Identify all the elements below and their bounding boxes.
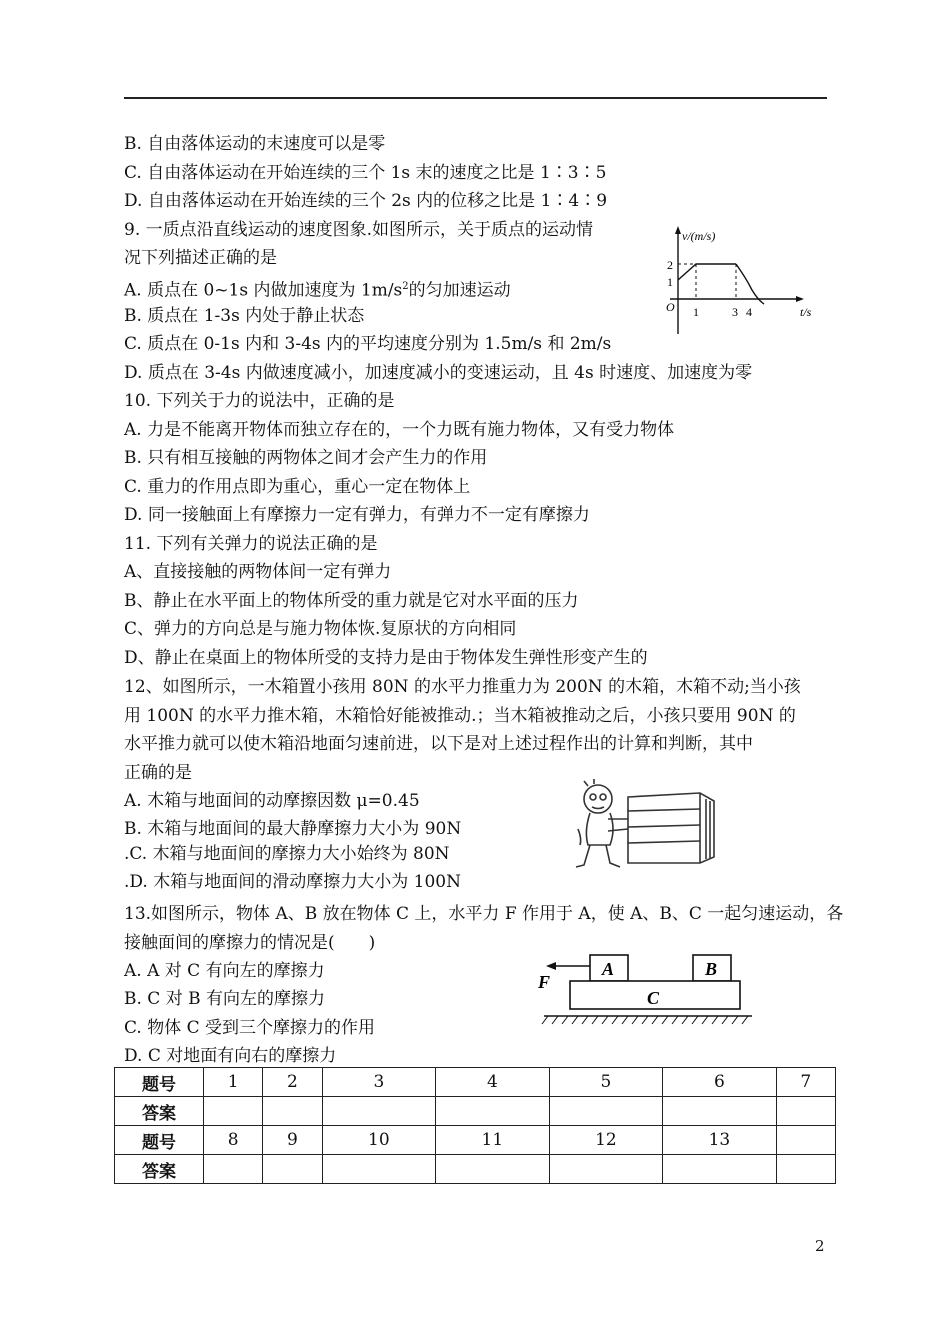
answer-cell[interactable] [776,1097,835,1126]
answer-cell[interactable] [204,1097,263,1126]
q13-option-b: B. C 对 B 有向左的摩擦力 [124,989,326,1009]
q13-stem-line2: 接触面间的摩擦力的情况是( ) [124,933,376,953]
answer-cell[interactable] [549,1097,663,1126]
answer-cell[interactable] [322,1155,436,1184]
graph-y-tick: 2 [667,258,673,272]
question-number: 8 [204,1126,263,1155]
q12-option-b: B. 木箱与地面间的最大静摩擦力大小为 90N [124,819,462,839]
question-number: 6 [663,1068,777,1097]
row-header: 答案 [115,1097,204,1126]
table-row [115,1155,836,1184]
question-number: 1 [204,1068,263,1097]
row-header: 题号 [115,1068,204,1097]
question-number: 3 [322,1068,436,1097]
q8-option-d: D. 自由落体运动在开始连续的三个 2s 内的位移之比是 1∶4∶9 [124,191,608,211]
q12-stem-line3: 水平推力就可以使木箱沿地面匀速前进，以下是对上述过程作出的计算和判断，其中 [124,734,753,754]
q12-stem-line4: 正确的是 [124,763,192,783]
question-number [776,1126,835,1155]
question-number: 11 [436,1126,550,1155]
q9-option-d: D. 质点在 3-4s 内做速度减小，加速度减小的变速运动，且 4s 时速度、加速度为零 [124,363,753,383]
q9-option-a: A. 质点在 0~1s 内做加速度为 $1m/s^2$的匀加速运动 [124,280,511,301]
q11-stem: 11. 下列有关弹力的说法正确的是 [124,534,378,554]
answer-cell[interactable] [549,1155,663,1184]
q8-option-c: C. 自由落体运动在开始连续的三个 1s 末的速度之比是 1∶3∶5 [124,163,607,183]
label-c: C [647,988,660,1008]
q13-stem-line1: 13.如图所示，物体 A、B 放在物体 C 上，水平力 F 作用于 A，使 A、B、C 一起匀速运动，各 [124,904,844,924]
q12-option-d: .D. 木箱与地面间的滑动摩擦力大小为 100N [124,872,461,892]
label-b: B [705,959,718,979]
table-row [115,1068,836,1097]
question-number: 13 [663,1126,777,1155]
velocity-time-graph [660,222,820,340]
arrow-head-icon [546,962,556,970]
q11-option-a: A、直接接触的两物体间一定有弹力 [124,562,392,582]
question-number: 4 [436,1068,550,1097]
row-header: 答案 [115,1155,204,1184]
answer-cell[interactable] [663,1097,777,1126]
q12-option-a: A. 木箱与地面间的动摩擦因数 μ=0.45 [124,791,420,811]
answer-cell[interactable] [436,1097,550,1126]
q13-option-d: D. C 对地面有向右的摩擦力 [124,1046,337,1066]
graph-x-tick: 4 [746,305,752,319]
q8-option-b: B. 自由落体运动的末速度可以是零 [124,134,386,154]
question-number: 9 [263,1126,322,1155]
q12-option-c: .C. 木箱与地面间的摩擦力大小始终为 80N [124,844,450,864]
question-number: 5 [549,1068,663,1097]
blocks-figure [530,948,760,1028]
graph-x-label: t/s [800,305,812,319]
answer-cell[interactable] [436,1155,550,1184]
q9-stem-line2: 况下列描述正确的是 [124,248,277,268]
q9-option-b: B. 质点在 1-3s 内处于静止状态 [124,306,365,326]
page-number: 2 [815,1237,825,1255]
question-number: 12 [549,1126,663,1155]
answer-cell[interactable] [204,1155,263,1184]
graph-y-label: v/(m/s) [682,229,716,243]
q10-stem: 10. 下列关于力的说法中，正确的是 [124,391,395,411]
q10-option-a: A. 力是不能离开物体而独立存在的，一个力既有施力物体，又有受力物体 [124,420,675,440]
question-number: 10 [322,1126,436,1155]
q13-option-a: A. A 对 C 有向左的摩擦力 [124,961,325,981]
q11-option-b: B、静止在水平面上的物体所受的重力就是它对水平面的压力 [124,591,579,611]
label-f: F [538,972,551,992]
q12-stem-line1: 12、如图所示，一木箱置小孩用 80N 的水平力推重力为 200N 的木箱，木箱不动;当小孩 [124,677,801,697]
q11-option-c: C、弹力的方向总是与施力物体恢.复原状的方向相同 [124,619,517,639]
child-pushing-box-illustration [570,779,720,873]
graph-origin: O [666,300,675,314]
q10-option-b: B. 只有相互接触的两物体之间才会产生力的作用 [124,448,488,468]
q10-option-d: D. 同一接触面上有摩擦力一定有弹力，有弹力不一定有摩擦力 [124,505,590,525]
answer-cell[interactable] [663,1155,777,1184]
answer-cell[interactable] [322,1097,436,1126]
answer-cell[interactable] [776,1155,835,1184]
q9-option-c: C. 质点在 0-1s 内和 3-4s 内的平均速度分别为 1.5m/s 和 2m/s [124,334,612,354]
graph-x-tick: 1 [693,305,699,319]
table-row [115,1097,836,1126]
header-rule [124,97,827,99]
label-a: A [602,959,615,979]
q13-option-c: C. 物体 C 受到三个摩擦力的作用 [124,1018,376,1038]
graph-x-tick: 3 [732,305,738,319]
graph-y-tick: 1 [667,275,673,289]
answer-table [114,1067,836,1184]
q11-option-d: D、静止在桌面上的物体所受的支持力是由于物体发生弹性形变产生的 [124,648,648,668]
q9-stem-line1: 9. 一质点沿直线运动的速度图象.如图所示，关于质点的运动情 [124,220,594,240]
answer-cell[interactable] [263,1155,322,1184]
answer-cell[interactable] [263,1097,322,1126]
question-number: 2 [263,1068,322,1097]
question-number: 7 [776,1068,835,1097]
q10-option-c: C. 重力的作用点即为重心，重心一定在物体上 [124,477,471,497]
table-row [115,1126,836,1155]
q12-stem-line2: 用 100N 的水平力推木箱，木箱恰好能被推动.；当木箱被推动之后，小孩只要用 90N 的 [124,706,796,726]
row-header: 题号 [115,1126,204,1155]
